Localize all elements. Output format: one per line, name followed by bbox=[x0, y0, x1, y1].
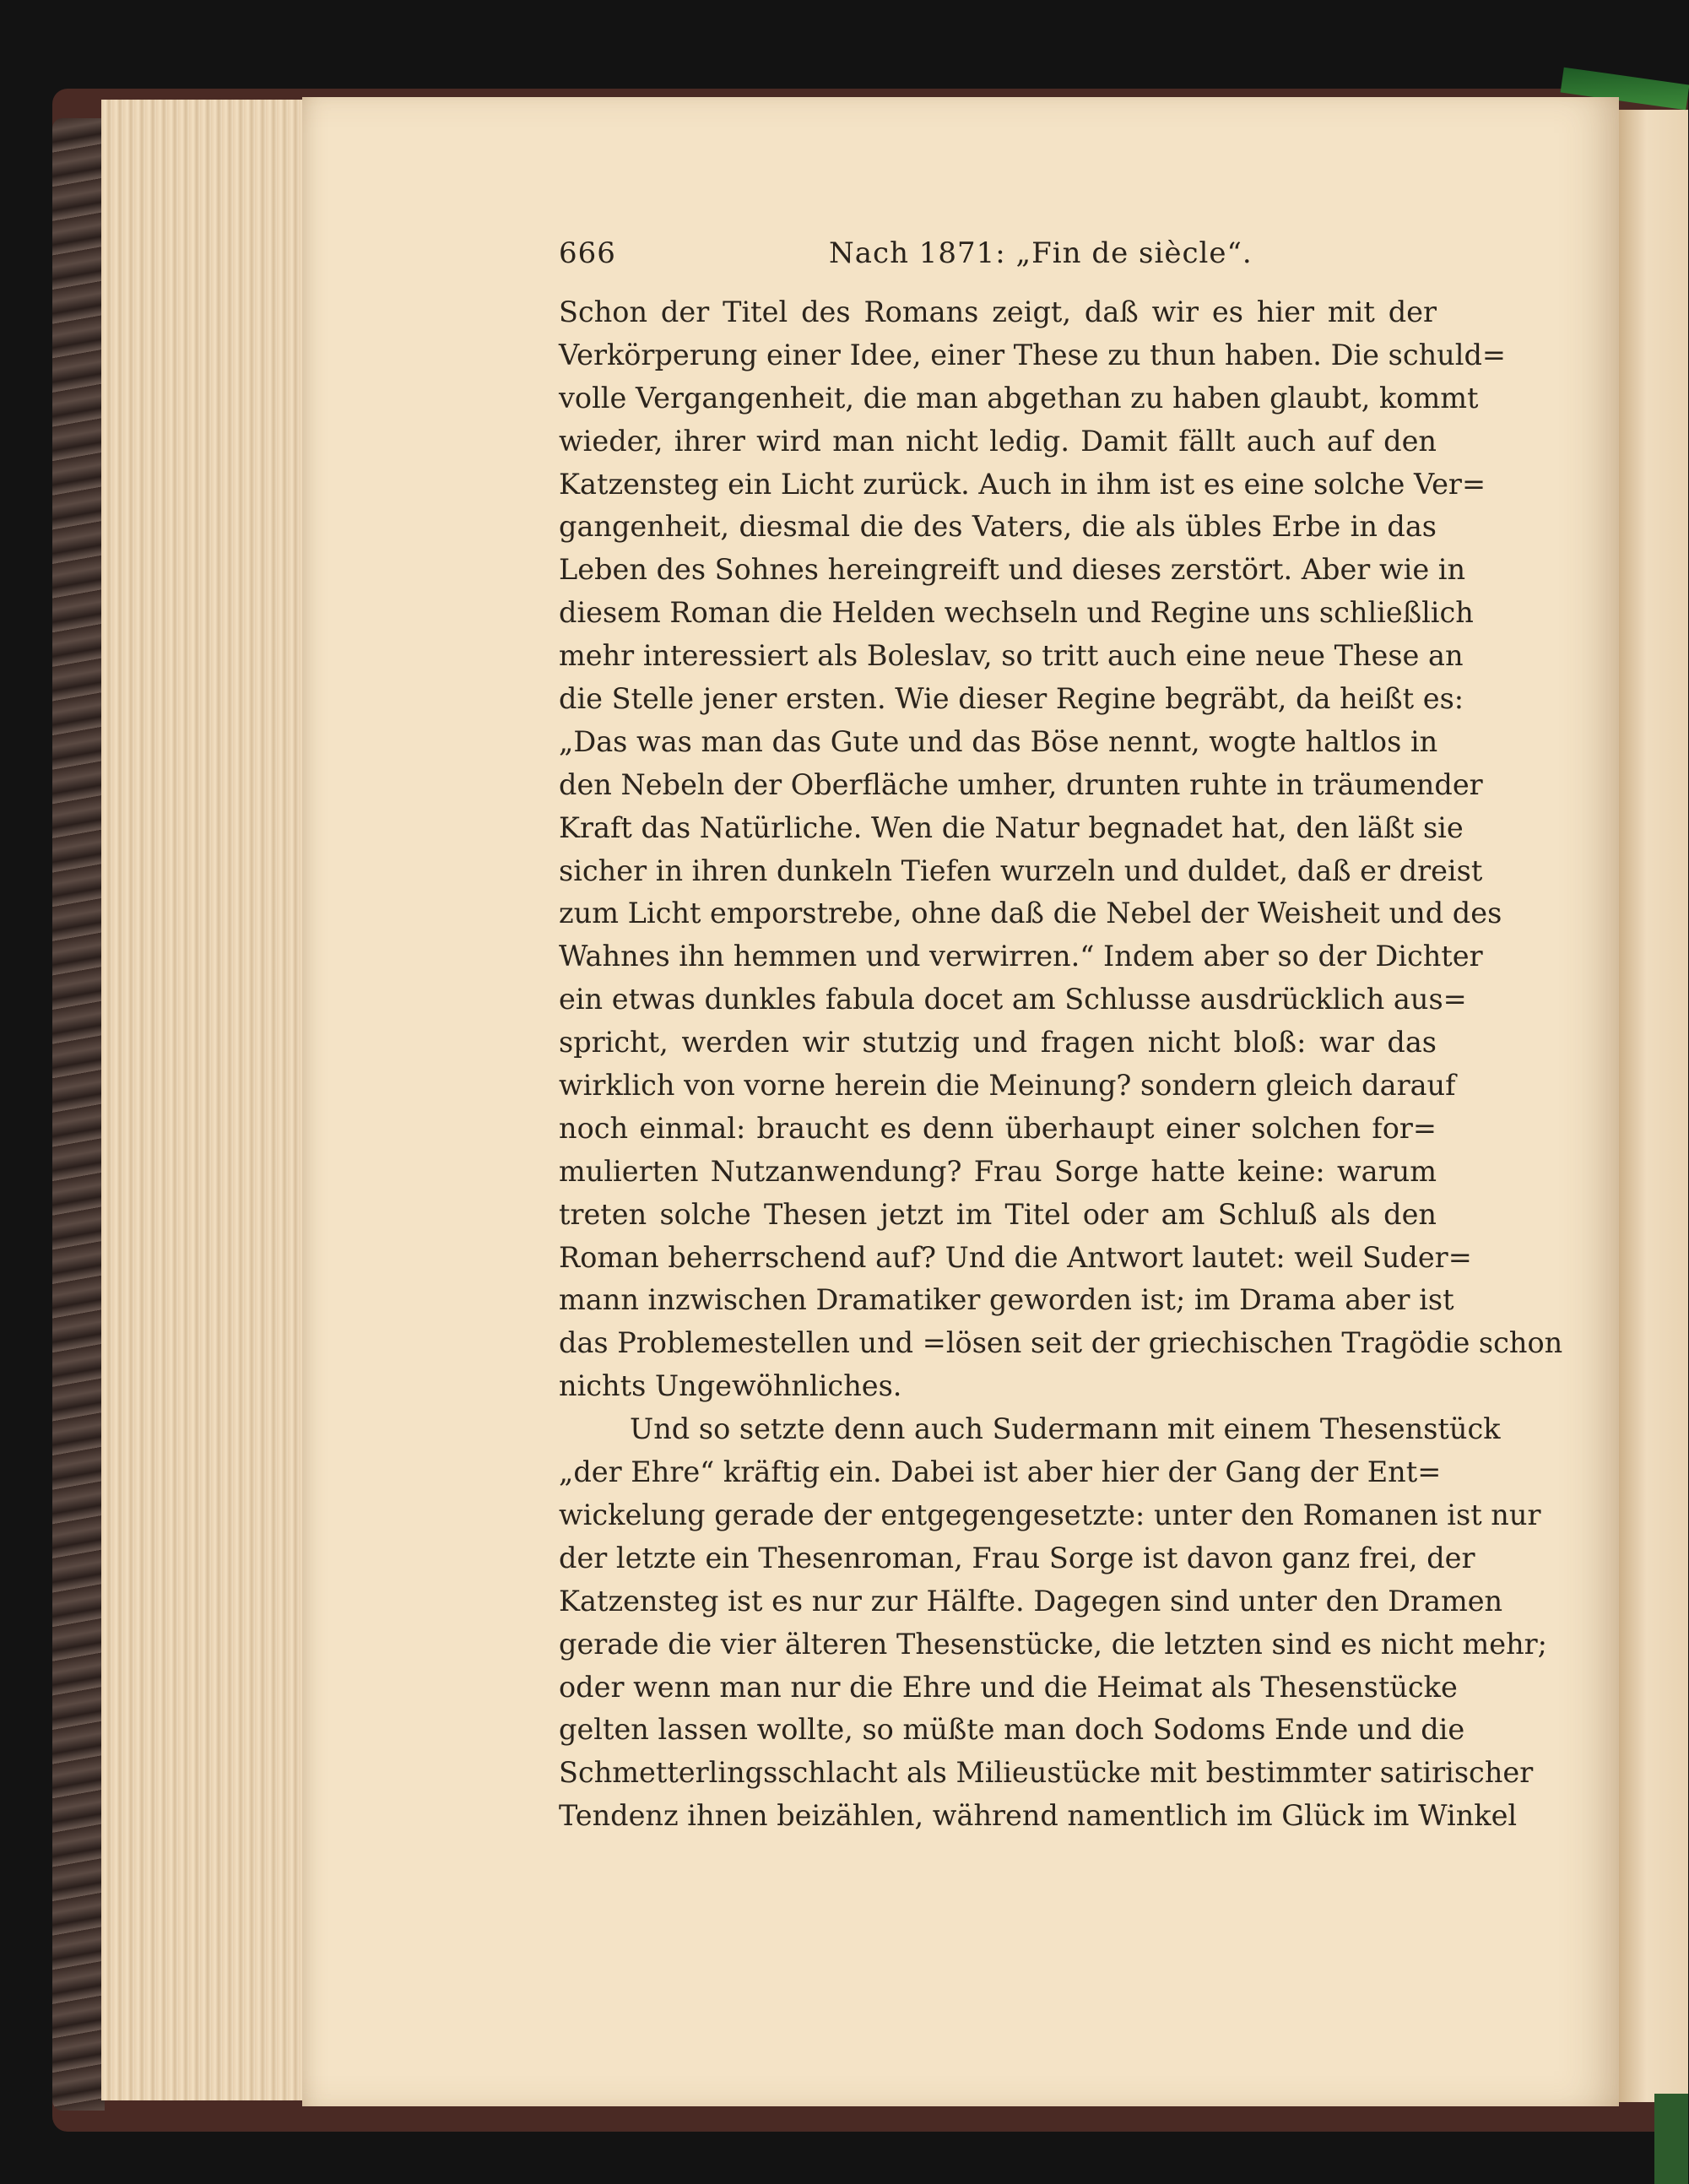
text-line: Katzensteg ist es nur zur Hälfte. Dagegen sind unter den Dramen bbox=[559, 1584, 1503, 1618]
text-line: Schon der Titel des Romans zeigt, daß wir es hier mit der bbox=[559, 295, 1437, 328]
page-header bbox=[559, 228, 1437, 279]
text-line: Roman beherrschend auf? Und die Antwort lautet: weil Suder= bbox=[559, 1240, 1472, 1274]
body-text bbox=[559, 291, 1563, 1838]
text-line: mann inzwischen Dramatiker geworden ist; im Drama aber ist bbox=[559, 1283, 1454, 1317]
text-line: wickelung gerade der entgegengesetzte: unter den Romanen ist nur bbox=[559, 1498, 1541, 1531]
text-line: „Das was man das Gute und das Böse nennt, wogte haltlos in bbox=[559, 724, 1438, 758]
text-line: Verkörperung einer Idee, einer These zu thun haben. Die schuld= bbox=[559, 338, 1506, 371]
text-line: Schmetterlingsschlacht als Milieustücke mit bestimmter satirischer bbox=[559, 1756, 1534, 1790]
text-line: Kraft das Natürliche. Wen die Natur begnadet hat, den läßt sie bbox=[559, 810, 1464, 844]
text-line: den Nebeln der Oberfläche umher, drunten ruhte in träumender bbox=[559, 767, 1483, 801]
text-line: volle Vergangenheit, die man abgethan zu haben glaubt, kommt bbox=[559, 381, 1479, 415]
text-line: zum Licht emporstrebe, ohne daß die Nebel der Weisheit und des bbox=[559, 897, 1502, 930]
text-line: wieder, ihrer wird man nicht ledig. Damit fällt auch auf den bbox=[559, 424, 1437, 458]
text-line: „der Ehre“ kräftig ein. Dabei ist aber hier der Gang der Ent= bbox=[559, 1455, 1442, 1489]
page-number: 666 bbox=[559, 236, 616, 270]
page-edges bbox=[101, 100, 311, 2100]
text-line: treten solche Thesen jetzt im Titel oder am Schluß als den bbox=[559, 1197, 1437, 1231]
text-line: der letzte ein Thesenroman, Frau Sorge ist davon ganz frei, der bbox=[559, 1541, 1475, 1574]
text-line: Katzensteg ein Licht zurück. Auch in ihm ist es eine solche Ver= bbox=[559, 467, 1486, 501]
text-line: mehr interessiert als Boleslav, so tritt auch eine neue These an bbox=[559, 639, 1464, 673]
text-line: spricht, werden wir stutzig und fragen nicht bloß: war das bbox=[559, 1026, 1437, 1059]
text-line: ein etwas dunkles fabula docet am Schlusse ausdrücklich aus= bbox=[559, 983, 1467, 1016]
text-line: Tendenz ihnen beizählen, während namentlich im Glück im Winkel bbox=[559, 1799, 1518, 1833]
text-line: noch einmal: braucht es denn überhaupt einer solchen for= bbox=[559, 1111, 1437, 1145]
text-line: die Stelle jener ersten. Wie dieser Regine begräbt, da heißt es: bbox=[559, 682, 1464, 716]
text-line: gelten lassen wollte, so müßte man doch Sodoms Ende und die bbox=[559, 1713, 1465, 1747]
text-line: nichts Ungewöhnliches. bbox=[559, 1369, 902, 1403]
text-line: mulierten Nutzanwendung? Frau Sorge hatte keine: warum bbox=[559, 1154, 1437, 1188]
book-spine-decoration bbox=[52, 118, 105, 2111]
text-line: gerade die vier älteren Thesenstücke, die letzten sind es nicht mehr; bbox=[559, 1627, 1547, 1661]
text-line: Und so setzte denn auch Sudermann mit einem Thesenstück bbox=[630, 1412, 1501, 1446]
text-line: sicher in ihren dunkeln Tiefen wurzeln und duldet, daß er dreist bbox=[559, 854, 1483, 887]
text-line: das Problemestellen und =lösen seit der griechischen Tragödie schon bbox=[559, 1326, 1563, 1360]
text-line: Wahnes ihn hemmen und verwirren.“ Indem aber so der Dichter bbox=[559, 940, 1483, 973]
running-title: Nach 1871: „Fin de siècle“. bbox=[829, 236, 1253, 270]
text-line: gangenheit, diesmal die des Vaters, die als übles Erbe in das bbox=[559, 510, 1437, 544]
text-line: oder wenn man nur die Ehre und die Heimat als Thesenstücke bbox=[559, 1670, 1458, 1704]
text-line: Leben des Sohnes hereingreift und dieses zerstört. Aber wie in bbox=[559, 553, 1466, 587]
text-line: wirklich von vorne herein die Meinung? sondern gleich darauf bbox=[559, 1069, 1456, 1103]
bookmark-ribbon-bottom bbox=[1654, 2094, 1688, 2184]
text-line: diesem Roman die Helden wechseln und Regine uns schließlich bbox=[559, 596, 1474, 630]
facing-page-edge bbox=[1619, 110, 1688, 2102]
